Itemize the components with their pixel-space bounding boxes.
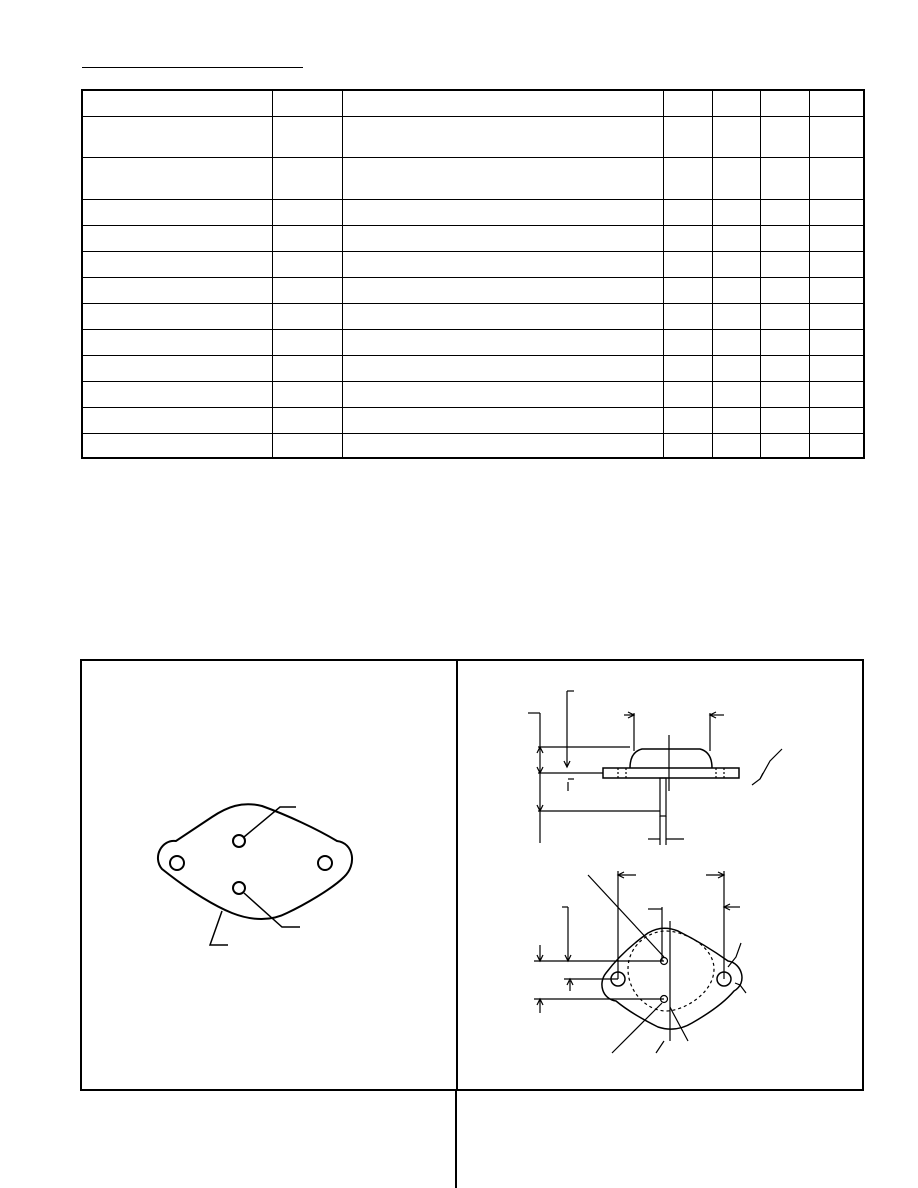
pin-1-leader [244,807,296,837]
table-cell [663,303,712,329]
table-cell [809,90,864,116]
table-cell [712,157,760,199]
table-cell [342,433,663,458]
mounting-hole-right [318,856,332,870]
table-row [82,277,864,303]
table-cell [809,251,864,277]
pin-1-terminal [233,835,245,847]
table-cell [272,251,342,277]
table-cell [82,355,272,381]
table-cell [342,116,663,157]
table-cell [342,199,663,225]
table-row [82,329,864,355]
table-cell [342,355,663,381]
table-cell [272,329,342,355]
table-row [82,157,864,199]
table-cell [342,407,663,433]
table-cell [82,90,272,116]
table-cell [760,355,809,381]
table-cell [712,381,760,407]
table-cell [712,116,760,157]
table-row [82,199,864,225]
outline-drawing [458,661,866,1093]
table-cell [82,225,272,251]
title-underline [82,67,303,68]
table-cell [809,329,864,355]
table-cell [663,277,712,303]
table-cell [809,199,864,225]
table-cell [712,90,760,116]
table-cell [760,116,809,157]
table-cell [342,329,663,355]
table-cell [760,199,809,225]
pin-diagram [82,661,460,1093]
table-row [82,225,864,251]
package-outline [158,804,352,919]
table-cell [809,225,864,251]
table-cell [712,225,760,251]
table-cell [342,277,663,303]
table-cell [760,225,809,251]
table-cell [760,303,809,329]
table-cell [663,116,712,157]
table-cell [272,199,342,225]
table-cell [663,225,712,251]
table-cell [663,381,712,407]
pin-2-terminal [233,882,245,894]
bottom-view [534,871,746,1053]
table-cell [342,251,663,277]
table-cell [82,303,272,329]
table-cell [663,407,712,433]
table-row [82,90,864,116]
table-cell [809,381,864,407]
table-cell [272,157,342,199]
table-cell [809,355,864,381]
table-cell [663,329,712,355]
table-row [82,116,864,157]
table-cell [712,251,760,277]
table-row [82,303,864,329]
case-leader [210,911,228,945]
table-cell [712,303,760,329]
table-cell [809,407,864,433]
table-cell [82,277,272,303]
table-cell [82,433,272,458]
mounting-hole-left [170,856,184,870]
spec-table [81,89,865,459]
table-cell [663,199,712,225]
table-cell [760,251,809,277]
outline-drawing-panel [456,659,864,1091]
table-cell [712,277,760,303]
table-cell [809,116,864,157]
table-cell [82,251,272,277]
table-cell [272,303,342,329]
table-cell [760,277,809,303]
table-cell [82,116,272,157]
table-row [82,381,864,407]
table-cell [712,329,760,355]
table-cell [760,407,809,433]
table-cell [82,407,272,433]
table-cell [272,355,342,381]
table-cell [712,355,760,381]
table-cell [760,433,809,458]
table-cell [809,433,864,458]
table-cell [272,116,342,157]
table-cell [663,433,712,458]
pin-diagram-panel [80,659,458,1091]
table-cell [272,225,342,251]
table-cell [342,225,663,251]
table-cell [82,381,272,407]
table-cell [712,407,760,433]
table-cell [712,433,760,458]
table-cell [663,251,712,277]
table-row [82,407,864,433]
table-cell [342,303,663,329]
table-cell [712,199,760,225]
column-divider [455,1090,457,1188]
side-view [528,691,782,845]
table-row [82,251,864,277]
table-cell [663,90,712,116]
table-cell [760,90,809,116]
table-cell [272,381,342,407]
table-cell [809,277,864,303]
table-cell [82,199,272,225]
table-cell [272,407,342,433]
table-cell [342,381,663,407]
table-cell [272,90,342,116]
table-cell [809,157,864,199]
table-cell [760,381,809,407]
table-cell [82,157,272,199]
table-cell [82,329,272,355]
table-cell [809,303,864,329]
table-cell [663,355,712,381]
table-cell [342,157,663,199]
table-cell [272,433,342,458]
table-cell [663,157,712,199]
table-row [82,355,864,381]
table-row [82,433,864,458]
table-cell [342,90,663,116]
table-cell [760,157,809,199]
table-cell [272,277,342,303]
table-cell [760,329,809,355]
